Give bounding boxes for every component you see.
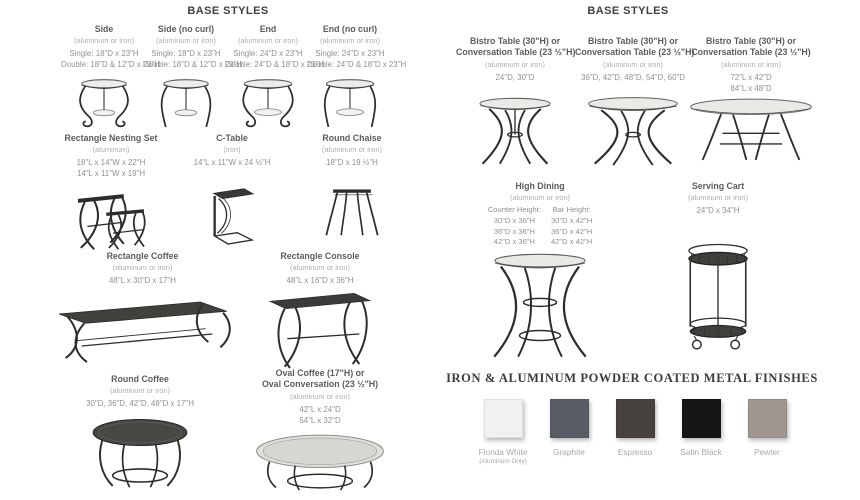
product-name: Rectangle Nesting Set [64, 133, 158, 143]
product-oval-coffee [243, 368, 397, 494]
product-name: Bistro Table (30"H) or [587, 36, 679, 46]
product-name: Round Chaise [322, 133, 382, 143]
swatch-color [484, 399, 523, 438]
swatch-label: Pewter [754, 447, 780, 457]
product-material: (aluminum or iron) [290, 263, 350, 273]
product-material: (aluminum or iron) [110, 386, 170, 396]
side-table-curl-illustration [73, 77, 135, 131]
side-table-illustration [155, 77, 217, 131]
product-c-table [180, 133, 284, 248]
product-side [61, 24, 161, 131]
product-dims: 42"L x 24"D 54"L x 32"D [299, 404, 341, 425]
product-dims: 18"L x 14"W x 22"H 14"L x 11"W x 19"H [76, 158, 146, 179]
c-table-illustration [208, 184, 256, 248]
finish-graphite [536, 399, 602, 465]
product-rectangle-coffee [50, 251, 235, 370]
product-name-line2: Conversation Table (23 ½"H) [575, 47, 695, 58]
product-material: (aluminum or iron) [688, 193, 748, 203]
product-material: (aluminum or iron) [485, 59, 545, 69]
swatch-color [748, 399, 787, 438]
product-end [225, 24, 325, 131]
finish-swatches [470, 399, 800, 465]
product-bistro-long [688, 36, 814, 164]
swatch-label: Satin Black [680, 447, 722, 457]
round-chaise-illustration [321, 184, 383, 238]
finish-pewter [734, 399, 800, 465]
product-name: C-Table [216, 133, 248, 143]
right-section-title: BASE STYLES [587, 5, 669, 17]
product-round-coffee [80, 374, 200, 495]
product-name: Oval Coffee (17"H) or [275, 368, 365, 378]
nesting-tables-illustration [74, 186, 148, 252]
product-end-no-curl [307, 24, 407, 131]
bistro-table-wide-illustration [585, 95, 681, 169]
product-name: Serving Cart [691, 181, 745, 191]
product-dims: 24"D x 34"H [696, 206, 740, 216]
product-material: (aluminum or iron) [238, 36, 298, 46]
product-material: (aluminum or iron) [510, 193, 570, 203]
swatch-label: Florida White [478, 447, 528, 457]
product-material: (aluminum or iron) [721, 59, 781, 69]
swatch-color [550, 399, 589, 438]
swatch-label: Espresso [617, 447, 653, 457]
product-name: Bistro Table (30"H) or [469, 36, 561, 46]
product-material: (aluminum or iron) [290, 391, 350, 401]
product-dims: 24"D, 30"D [495, 72, 535, 82]
product-rectangle-nesting-set [56, 133, 166, 252]
swatch-label: Graphite [553, 447, 585, 457]
product-name: Side [94, 24, 114, 34]
product-dims: Single: 24"D x 23"H Double: 24"D & 18"D x 23"H [307, 49, 407, 70]
end-table-illustration [317, 77, 383, 131]
product-material: (aluminum or iron) [320, 36, 380, 46]
product-name-line2: Conversation Table (23 ½"H) [691, 47, 811, 58]
product-bistro-medium [575, 36, 695, 169]
swatch-color [616, 399, 655, 438]
product-dims: 48"L x 30"D x 17"H [109, 276, 176, 286]
product-dims: 36"D, 42"D, 48"D, 54"D, 60"D [581, 72, 685, 82]
product-material: (aluminum or iron) [74, 36, 134, 46]
product-dims: Single: 18"D x 23"H Double: 18"D & 12"D x 23"H [143, 49, 243, 70]
product-name: Side (no curl) [157, 24, 215, 34]
counter-height-column: Counter Height: 30"D x 36"H 36"D x 36"H 42"D x 36"H [487, 205, 541, 247]
product-serving-cart [658, 181, 778, 352]
product-dims: 72"L x 42"D 84"L x 48"D [730, 72, 772, 93]
rectangle-coffee-illustration [52, 294, 234, 370]
high-dining-specs [478, 205, 602, 248]
product-name: Bistro Table (30"H) or [705, 36, 797, 46]
product-dims: 30"D, 36"D, 42"D, 48"D x 17"H [86, 399, 194, 409]
bistro-table-illustration [477, 95, 553, 169]
product-name: Rectangle Console [280, 251, 360, 261]
product-rectangle-console [255, 251, 385, 372]
bistro-table-long-illustration [688, 96, 814, 164]
finish-satin-black [668, 399, 734, 465]
product-material: (aluminum) [92, 145, 130, 155]
rectangle-console-illustration [266, 288, 374, 372]
round-coffee-illustration [89, 413, 191, 495]
product-material: (aluminum or iron) [322, 145, 382, 155]
left-section-title: BASE STYLES [187, 5, 269, 17]
bar-height-column: Bar Height: 30"D x 42"H 36"D x 42"H 42"D x 42"H [550, 205, 593, 247]
serving-cart-illustration [681, 242, 755, 352]
product-name: Round Coffee [111, 374, 169, 384]
product-material: (iron) [223, 145, 241, 155]
swatch-color [682, 399, 721, 438]
product-dims: 14"L x 11"W x 24 ½"H [193, 158, 271, 168]
product-name-line2: Oval Conversation (23 ½"H) [261, 379, 379, 390]
product-side-no-curl [143, 24, 243, 131]
product-dims: Single: 18"D x 23"H Double: 18"D & 12"D x 23"H [61, 49, 161, 70]
product-dims: 48"L x 16"D x 36"H [286, 276, 354, 286]
product-name: High Dining [515, 181, 565, 191]
product-dims: Single: 24"D x 23"H Double: 24"D & 18"D x 23"H [225, 49, 325, 70]
product-material: (aluminum or iron) [112, 263, 173, 273]
finish-florida-white [470, 399, 536, 465]
finishes-title: IRON & ALUMINUM POWDER COATED METAL FINISHES [446, 371, 818, 385]
product-name: End [259, 24, 277, 34]
finish-espresso [602, 399, 668, 465]
product-bistro-small [456, 36, 574, 169]
product-dims: 18"D x 19 ½"H [326, 158, 378, 168]
product-round-chaise [300, 133, 404, 238]
product-name: End (no curl) [322, 24, 378, 34]
end-table-curl-illustration [235, 77, 301, 131]
product-material: (aluminum or iron) [156, 36, 216, 46]
high-dining-table-illustration [490, 252, 590, 362]
oval-coffee-illustration [252, 428, 388, 494]
product-name: Rectangle Coffee [106, 251, 179, 261]
product-material: (aluminum or iron) [603, 59, 663, 69]
product-name-line2: Conversation Table (23 ½"H) [456, 47, 576, 58]
product-high-dining [478, 181, 602, 362]
swatch-sublabel: (Aluminum Only) [479, 458, 527, 465]
